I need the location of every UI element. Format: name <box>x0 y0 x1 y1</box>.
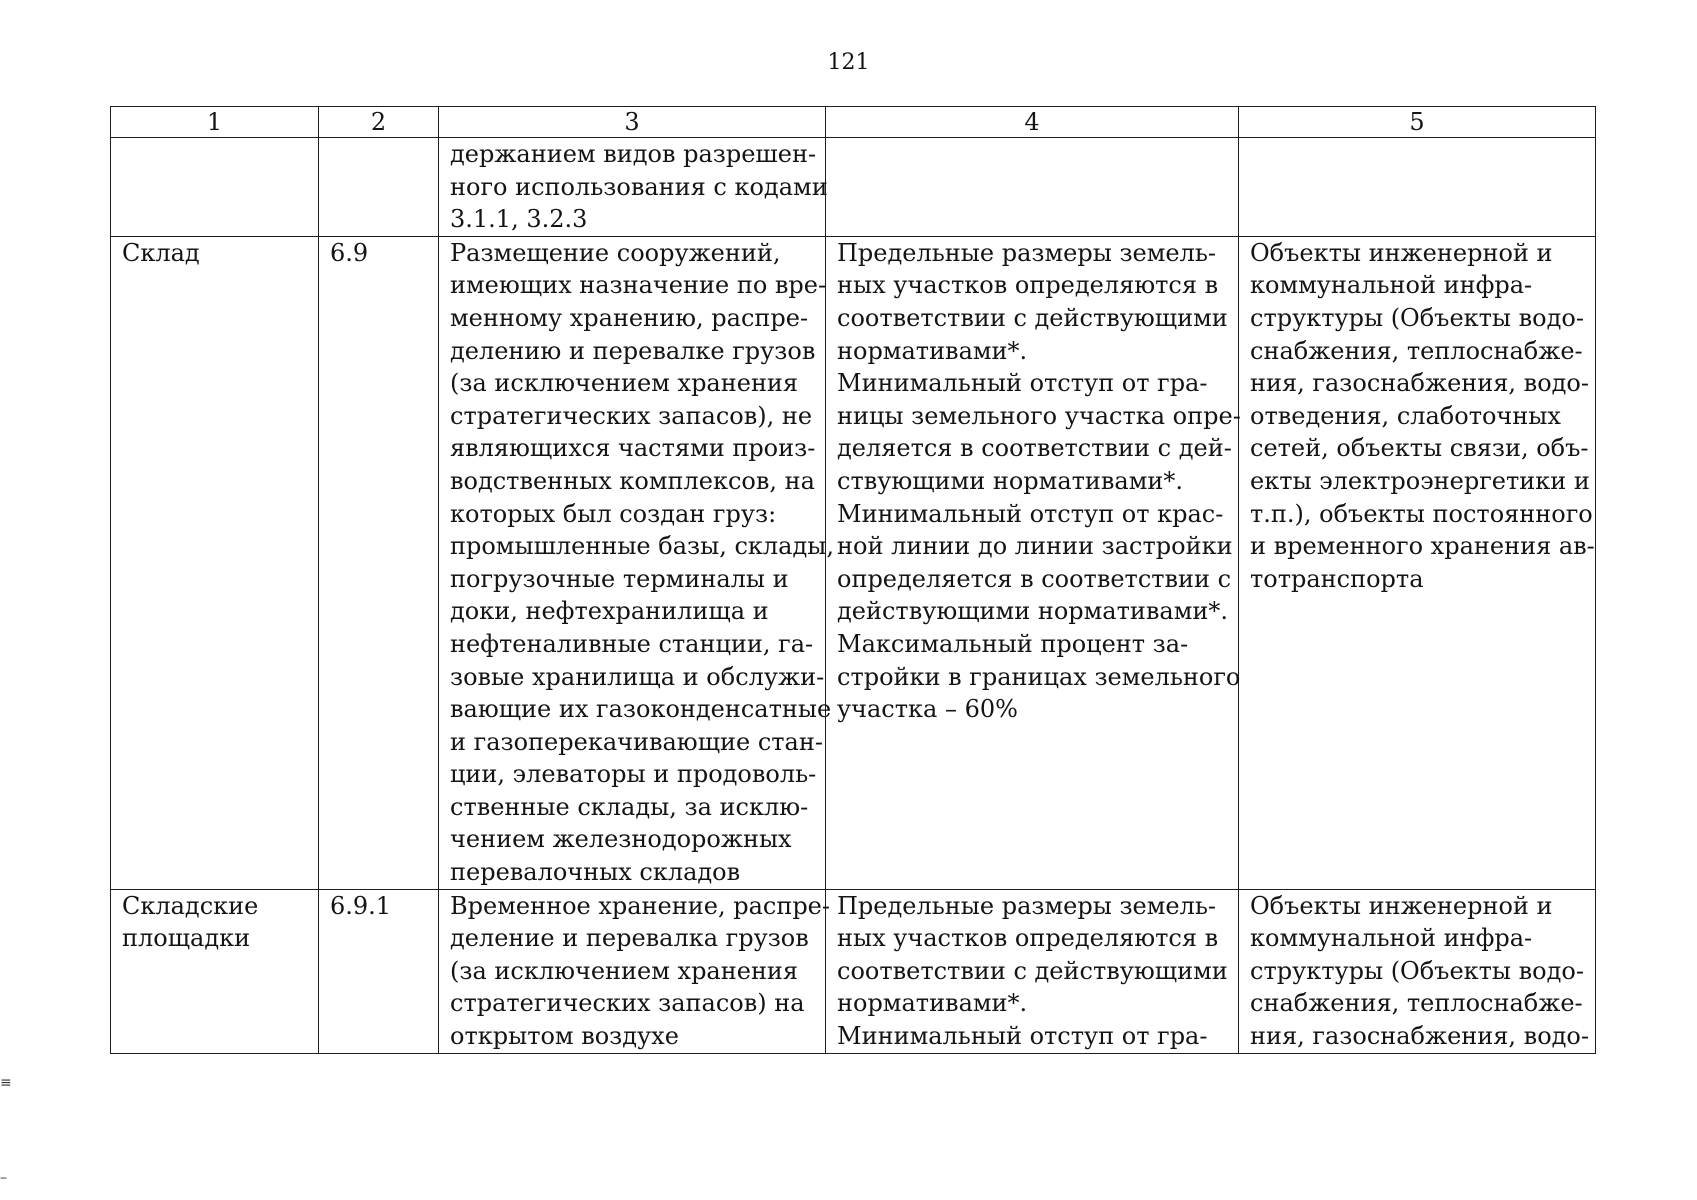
use-description-cell-line: чением железнодорожных <box>450 825 792 854</box>
use-parameters-cell-line: Минимальный отступ от гра- <box>837 369 1208 398</box>
use-type-code-cell <box>319 138 439 237</box>
use-parameters-cell-line: ницы земельного участка опре- <box>837 401 1241 430</box>
auxiliary-objects-cell <box>1239 236 1596 889</box>
use-description-cell-line: имеющих назначение по вре- <box>450 271 827 300</box>
header-col-1: 1 <box>111 107 319 138</box>
auxiliary-objects-cell-line: снабжения, теплоснабже- <box>1250 336 1583 365</box>
auxiliary-objects-cell-line: Объекты инженерной и <box>1250 238 1553 267</box>
use-type-name-cell: Склад <box>111 236 319 889</box>
use-parameters-cell-line: ной линии до линии застройки <box>837 532 1233 561</box>
auxiliary-objects-cell-line: структуры (Объекты водо- <box>1250 303 1584 332</box>
auxiliary-objects-cell-line: екты электроэнергетики и <box>1250 466 1590 495</box>
use-parameters-cell-line: соответствии с действующими <box>837 303 1228 332</box>
use-description-cell-line: погрузочные терминалы и <box>450 564 789 593</box>
use-type-code-cell: 6.9.1 <box>319 889 439 1053</box>
use-description-cell-line: ции, элеваторы и продоволь- <box>450 760 817 789</box>
page-number: 121 <box>827 50 870 75</box>
auxiliary-objects-cell-line: отведения, слаботочных <box>1250 401 1561 430</box>
header-col-2: 2 <box>319 107 439 138</box>
auxiliary-objects-cell-line: тотранспорта <box>1250 564 1424 593</box>
use-description-cell <box>439 138 826 237</box>
use-description-cell-line: перевалочных складов <box>450 858 741 887</box>
use-description-cell-line: вающие их газоконденсатные <box>450 695 832 724</box>
auxiliary-objects-cell-line: снабжения, теплоснабже- <box>1250 989 1583 1018</box>
use-parameters-cell-line: действующими нормативами*. <box>837 597 1228 626</box>
use-parameters-cell-line: ствующими нормативами*. <box>837 466 1184 495</box>
use-description-cell-line: (за исключением хранения <box>450 956 799 985</box>
use-description-cell-line: и газоперекачивающие стан- <box>450 727 823 756</box>
use-parameters-cell-line: Предельные размеры земель- <box>837 891 1217 920</box>
use-description-cell-line: стратегических запасов) на <box>450 989 805 1018</box>
use-description-cell <box>439 889 830 1053</box>
use-type-name-cell: Складские площадки <box>111 889 319 1053</box>
use-description-cell-line: делению и перевалке грузов <box>450 336 816 365</box>
use-type-name-cell <box>111 138 319 237</box>
use-parameters-cell <box>826 236 1239 889</box>
use-description-cell-line: водственных комплексов, на <box>450 466 815 495</box>
use-parameters-cell <box>826 889 1239 1053</box>
use-description-cell-line: менному хранению, распре- <box>450 303 809 332</box>
auxiliary-objects-cell-line: т.п.), объекты постоянного <box>1250 499 1593 528</box>
use-description-cell-line: открытом воздухе <box>450 1022 679 1051</box>
zoning-table <box>110 106 1596 1054</box>
auxiliary-objects-cell <box>1239 889 1596 1053</box>
margin-mark: ≡ <box>0 1075 12 1091</box>
use-description-cell-line: которых был создан груз: <box>450 499 777 528</box>
header-row <box>111 107 1596 138</box>
use-parameters-cell-line: деляется в соответствии с дей- <box>837 434 1232 463</box>
use-parameters-cell-line: нормативами*. <box>837 336 1028 365</box>
use-description-cell-line: стратегических запасов), не <box>450 401 813 430</box>
auxiliary-objects-cell-line: ния, газоснабжения, водо- <box>1250 369 1589 398</box>
table-row <box>111 889 1596 1053</box>
use-description-cell-line: Временное хранение, распре- <box>450 891 830 920</box>
use-parameters-cell-line: Максимальный процент за- <box>837 629 1189 658</box>
auxiliary-objects-cell-line: коммунальной инфра- <box>1250 924 1533 953</box>
auxiliary-objects-cell-line: и временного хранения ав- <box>1250 532 1595 561</box>
use-parameters-cell-line: Предельные размеры земель- <box>837 238 1217 267</box>
header-col-3: 3 <box>439 107 826 138</box>
use-description-cell-line: (за исключением хранения <box>450 369 799 398</box>
use-description-cell-line: деление и перевалка грузов <box>450 924 809 953</box>
use-description-cell-line: ного использования с кодами <box>450 172 828 201</box>
use-description-cell-line: ственные склады, за исклю- <box>450 792 809 821</box>
table-header <box>111 107 1596 138</box>
table-row <box>111 236 1596 889</box>
use-parameters-cell-line: нормативами*. <box>837 989 1028 1018</box>
use-description-cell-line: промышленные базы, склады, <box>450 532 834 561</box>
use-description-cell-line: 3.1.1, 3.2.3 <box>450 205 588 234</box>
auxiliary-objects-cell-line: Объекты инженерной и <box>1250 891 1553 920</box>
use-parameters-cell <box>826 138 1239 237</box>
use-parameters-cell-line: участка – 60% <box>837 695 1018 724</box>
auxiliary-objects-cell-line: структуры (Объекты водо- <box>1250 956 1584 985</box>
table-row <box>111 138 1596 237</box>
auxiliary-objects-cell <box>1239 138 1596 237</box>
use-parameters-cell-line: Минимальный отступ от крас- <box>837 499 1224 528</box>
use-description-cell-line: доки, нефтехранилища и <box>450 597 769 626</box>
use-description-cell <box>439 236 834 889</box>
margin-tick: – <box>0 1170 7 1186</box>
use-parameters-cell-line: ных участков определяются в <box>837 271 1219 300</box>
use-parameters-cell-line: стройки в границах земельного <box>837 662 1241 691</box>
auxiliary-objects-cell-line: ния, газоснабжения, водо- <box>1250 1022 1589 1051</box>
use-parameters-cell-line: ных участков определяются в <box>837 924 1219 953</box>
use-type-code-cell: 6.9 <box>319 236 439 889</box>
auxiliary-objects-cell-line: сетей, объекты связи, объ- <box>1250 434 1589 463</box>
use-description-cell-line: зовые хранилища и обслужи- <box>450 662 825 691</box>
use-parameters-cell-line: Минимальный отступ от гра- <box>837 1022 1208 1051</box>
auxiliary-objects-cell-line: коммунальной инфра- <box>1250 271 1533 300</box>
use-description-cell-line: держанием видов разрешен- <box>450 140 817 168</box>
header-col-5: 5 <box>1239 107 1596 138</box>
use-parameters-cell-line: соответствии с действующими <box>837 956 1228 985</box>
use-parameters-cell-line: определяется в соответствии с <box>837 564 1232 593</box>
use-description-cell-line: Размещение сооружений, <box>450 238 781 267</box>
header-col-4: 4 <box>826 107 1239 138</box>
use-description-cell-line: являющихся частями произ- <box>450 434 816 463</box>
table-body <box>111 138 1596 1054</box>
use-description-cell-line: нефтеналивные станции, га- <box>450 629 814 658</box>
